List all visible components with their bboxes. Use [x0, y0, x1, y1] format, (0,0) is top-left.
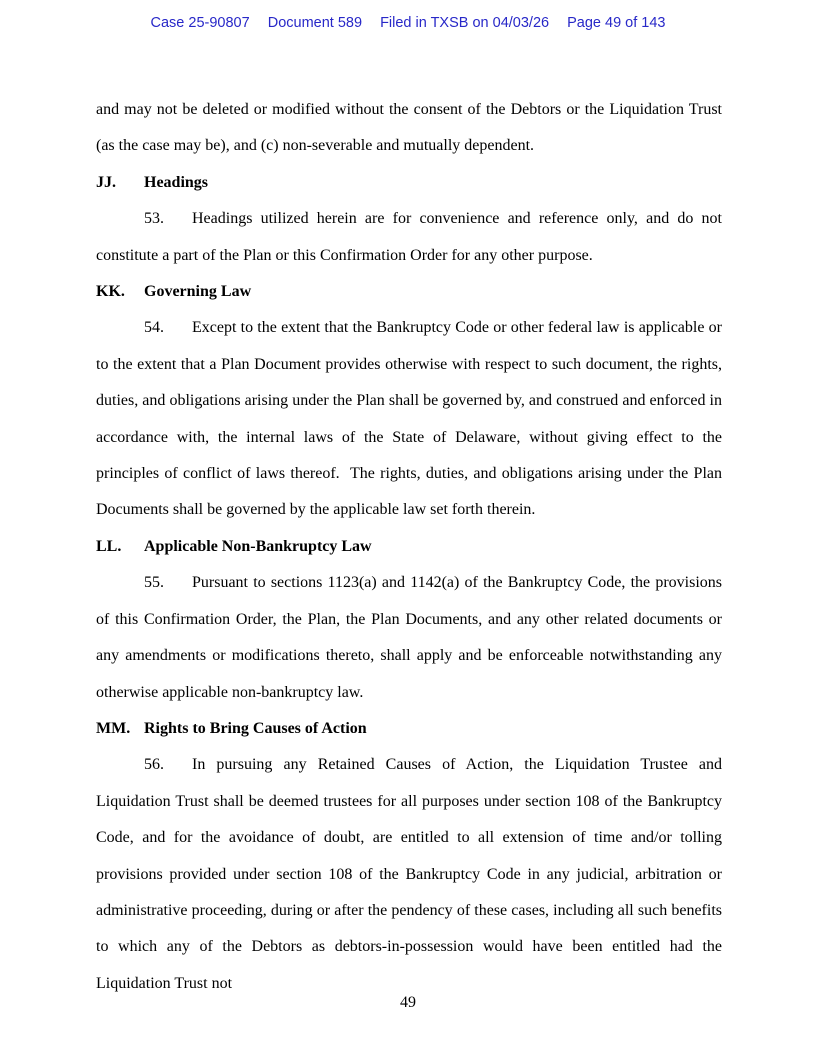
header-filed-date: Filed in TXSB on 04/03/26 — [380, 15, 550, 31]
document-body — [96, 92, 722, 1002]
paragraph-number: 56. — [144, 756, 164, 774]
section-heading-ll — [96, 529, 722, 565]
section-title: Applicable Non-Bankruptcy Law — [144, 537, 372, 555]
section-label: KK. — [96, 283, 125, 301]
section-label: JJ. — [96, 173, 116, 191]
section-title: Rights to Bring Causes of Action — [144, 719, 367, 737]
section-label: LL. — [96, 537, 122, 555]
paragraph-text: Except to the extent that the Bankruptcy Code or other federal law is applicable or to the extent that a Plan Document provides otherwise with respect to such document, the rights, duties, and obligations arising under the Plan shall be governed by, and construed and enforced in accordance with, the internal laws of the State of Delaware, without giving effect to the principles of conflict of laws thereof. The rights, duties, and obligations arising under the Plan Documents shall be governed by the applicable law set forth therein. — [96, 319, 722, 519]
paragraph-53 — [96, 201, 722, 274]
section-title: Headings — [144, 173, 209, 191]
paragraph-number: 54. — [144, 319, 164, 337]
paragraph-54 — [96, 310, 722, 528]
header-page-of: Page 49 of 143 — [567, 15, 666, 31]
section-heading-jj — [96, 165, 722, 201]
section-heading-mm — [96, 711, 722, 747]
section-label: MM. — [96, 719, 131, 737]
header-case-number: Case 25-90807 — [150, 15, 250, 31]
header-document-number: Document 589 — [267, 15, 363, 31]
paragraph-56 — [96, 747, 722, 1002]
paragraph-text: Pursuant to sections 1123(a) and 1142(a) of the Bankruptcy Code, the provisions of this Confirmation Order, the Plan, the Plan Documents, and any other related documents or any amendments or modifications thereto, shall apply and be enforceable notwithstanding any otherwise applicable non-bankruptcy law. — [96, 574, 722, 701]
section-heading-kk — [96, 274, 722, 310]
paragraph-number: 55. — [144, 574, 164, 592]
page-number: 49 — [400, 994, 416, 1011]
paragraph-number: 53. — [144, 210, 164, 228]
paragraph-text: Headings utilized herein are for convenience and reference only, and do not constitute a part of the Plan or this Confirmation Order for any other purpose. — [96, 210, 722, 264]
case-header — [0, 15, 816, 31]
section-title: Governing Law — [144, 283, 252, 301]
paragraph-55 — [96, 565, 722, 711]
paragraph-text: In pursuing any Retained Causes of Action, the Liquidation Trustee and Liquidation Trust shall be deemed trustees for all purposes under section 108 of the Bankruptcy Code, and for the avoidance of doubt, are entitled to all extension of time and/or tolling provisions provided under section 108 of the Bankruptcy Code in any judicial, arbitration or administrative proceeding, during or after the pendency of these cases, including all such benefits to which any of the Debtors as debtors-in-possession would have been entitled had the Liquidation Trust not — [96, 756, 722, 992]
continuation-paragraph: and may not be deleted or modified without the consent of the Debtors or the Liquidation Trust (as the case may be), and (c) non-severable and mutually dependent. — [96, 101, 722, 155]
